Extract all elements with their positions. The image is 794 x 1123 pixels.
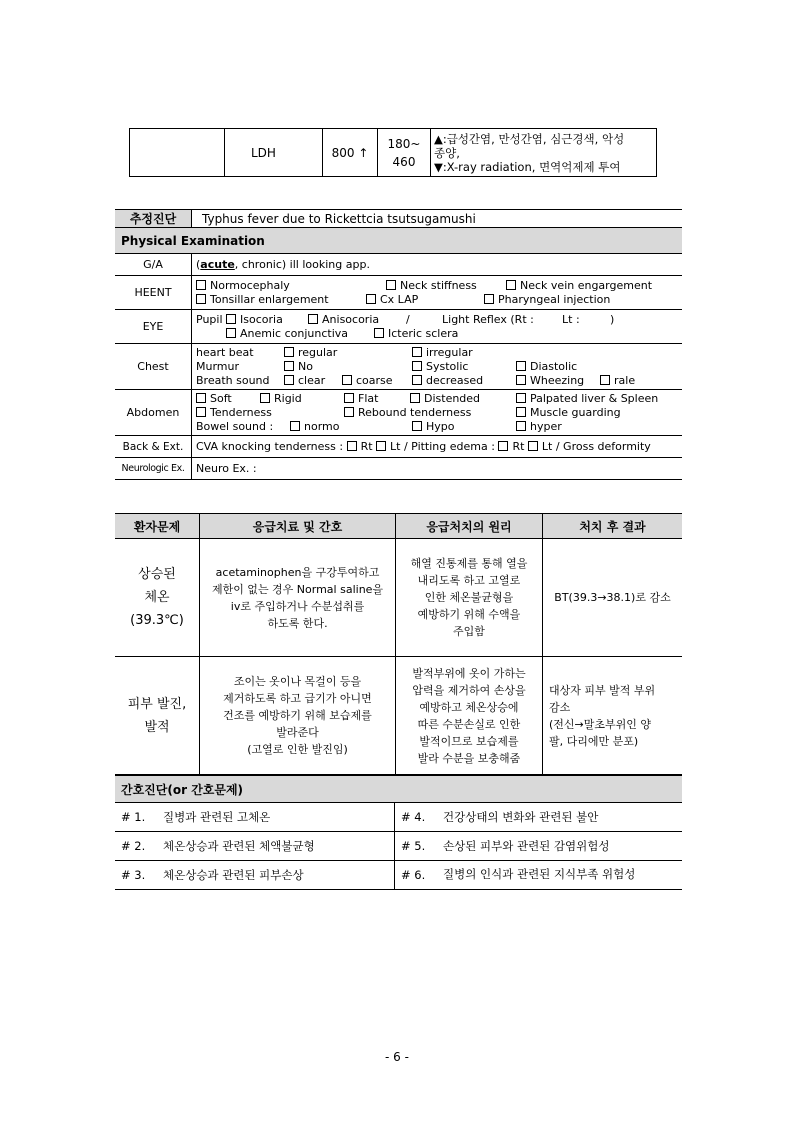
lab-up-line-1: ▲:급성간염, 만성간염, 심근경색, 악성	[434, 131, 625, 146]
nursing-diagnosis-title: 간호진단(or 간호문제)	[115, 776, 682, 803]
neck-stiffness-label: Neck stiffness	[400, 278, 477, 292]
rt2-label: Rt	[512, 439, 525, 453]
item-number: # 3.	[121, 868, 146, 882]
checkbox[interactable]	[410, 393, 420, 403]
care-line: 제한이 없는 경우 Normal saline을	[211, 582, 384, 596]
care-line: 조이는 옷이나 목걸이 등을	[233, 675, 362, 688]
lab-result-table	[129, 128, 657, 177]
ga-acute: acute	[200, 257, 235, 271]
principle-cell-1	[396, 539, 543, 657]
lab-down-line: ▼:X-ray radiation, 면역억제제 투여	[434, 159, 621, 174]
lab-up-line-2: 종양,	[434, 145, 460, 160]
abdomen-label: Abdomen	[115, 390, 192, 436]
checkbox[interactable]	[600, 375, 610, 385]
lt-pitting-label: Lt / Pitting edema :	[390, 439, 495, 453]
result-line: 감소	[549, 700, 571, 714]
slash: /	[406, 312, 410, 326]
rebound-label: Rebound tenderness	[358, 405, 472, 419]
light-reflex-label: Light Reflex (Rt :	[442, 312, 534, 326]
physical-exam-table	[115, 209, 682, 480]
care-line: 발라준다	[276, 726, 319, 739]
diastolic-label: Diastolic	[530, 359, 578, 373]
care-cell-1	[200, 539, 396, 657]
item-text: 질병의 인식과 관련된 지식부족 위험성	[443, 867, 636, 881]
checkbox[interactable]	[484, 294, 494, 304]
physical-exam-title: Physical Examination	[115, 228, 682, 254]
checkbox[interactable]	[196, 393, 206, 403]
no-label: No	[298, 359, 313, 373]
checkbox[interactable]	[342, 375, 352, 385]
header-care: 응급치료 및 간호	[200, 514, 396, 539]
problem-line: 상승된	[138, 567, 176, 582]
neuro-label: Neurologic Ex.	[115, 458, 192, 480]
item-text: 건강상태의 변화와 관련된 불안	[443, 810, 599, 824]
result-cell-2	[543, 657, 683, 775]
ref-line-1: 180~	[387, 136, 421, 151]
principle-line: 발적부위에 옷이 가하는	[412, 666, 526, 680]
problem-line: 피부 발진,	[127, 696, 187, 712]
regular-label: regular	[298, 345, 338, 359]
principle-line: 압력을 제거하여 손상을	[412, 683, 526, 697]
rt-label: Rt	[360, 439, 373, 453]
result-line: BT(39.3→38.1)로 감소	[554, 591, 671, 604]
principle-line: 해열 진통제를 통해 열을	[410, 557, 528, 570]
hypo-label: Hypo	[426, 419, 455, 433]
principle-line: 예방하기 위해 수액을	[417, 608, 521, 621]
clear-label: clear	[298, 373, 326, 387]
checkbox[interactable]	[196, 407, 206, 417]
normocephaly-label: Normocephaly	[210, 278, 290, 292]
result-line: (전신→말초부위인 양	[549, 717, 652, 731]
item-number: # 2.	[121, 839, 146, 853]
checkbox[interactable]	[516, 421, 526, 431]
checkbox[interactable]	[374, 328, 384, 338]
breath-sound-label: Breath sound	[196, 373, 270, 387]
checkbox[interactable]	[226, 314, 236, 324]
abdomen-content	[192, 390, 683, 436]
item-number: # 5.	[401, 839, 426, 853]
lab-test-name: LDH	[225, 129, 323, 177]
checkbox[interactable]	[376, 441, 386, 451]
checkbox[interactable]	[516, 375, 526, 385]
emergency-care-table	[115, 513, 682, 775]
header-result: 처치 후 결과	[543, 514, 683, 539]
eye-label: EYE	[115, 310, 192, 344]
wheezing-label: Wheezing	[530, 373, 585, 387]
principle-line: 발적이므로 보습제를	[419, 734, 519, 748]
palpated-label: Palpated liver & Spleen	[530, 391, 659, 405]
checkbox[interactable]	[290, 421, 300, 431]
checkbox[interactable]	[412, 375, 422, 385]
problem-line: (39.3℃)	[130, 613, 184, 628]
neuro-value: Neuro Ex. :	[192, 458, 683, 480]
item-text: 체온상승과 관련된 체액불균형	[163, 839, 315, 853]
principle-line: 주입함	[453, 625, 485, 638]
hyper-label: hyper	[530, 419, 562, 433]
nursing-item	[115, 803, 395, 832]
checkbox[interactable]	[284, 375, 294, 385]
item-number: # 4.	[401, 810, 426, 824]
item-text: 체온상승과 관련된 피부손상	[163, 868, 304, 882]
ga-open: (	[196, 257, 201, 271]
item-number: # 6.	[401, 868, 426, 882]
principle-line: 인한 체온불균형을	[424, 591, 514, 604]
nursing-diagnosis-table	[115, 775, 682, 890]
close-paren: )	[610, 312, 615, 326]
principle-line: 따른 수분손실로 인한	[417, 717, 521, 731]
checkbox[interactable]	[347, 441, 357, 451]
checkbox[interactable]	[196, 280, 206, 290]
result-line: 대상자 피부 발적 부위	[549, 683, 656, 697]
eye-content	[192, 310, 683, 344]
cva-label: CVA knocking tenderness :	[196, 439, 344, 453]
care-line: 건조를 예방하기 위해 보습제를	[223, 709, 372, 722]
chest-label: Chest	[115, 344, 192, 390]
care-line: acetaminophen을 구강투여하고	[215, 565, 380, 579]
care-line: (고열로 인한 발진임)	[247, 743, 348, 756]
item-text: 손상된 피부와 관련된 감염위험성	[443, 839, 610, 853]
decreased-label: decreased	[426, 373, 484, 387]
nursing-item	[395, 832, 683, 861]
problem-cell-2	[115, 657, 200, 775]
care-line: 하도록 한다.	[267, 616, 328, 630]
page-number: - 6 -	[385, 1050, 409, 1064]
nursing-item	[395, 861, 683, 890]
principle-line: 내리도록 하고 고열로	[417, 574, 521, 587]
checkbox[interactable]	[412, 421, 422, 431]
lab-interpretation	[431, 129, 657, 177]
murmur-label: Murmur	[196, 359, 240, 373]
nursing-item	[115, 861, 395, 890]
checkbox[interactable]	[226, 328, 236, 338]
heart-beat-label: heart beat	[196, 345, 254, 359]
checkbox[interactable]	[344, 407, 354, 417]
checkbox[interactable]	[196, 294, 206, 304]
checkbox[interactable]	[260, 393, 270, 403]
soft-label: Soft	[210, 391, 232, 405]
tonsillar-label: Tonsillar enlargement	[210, 292, 329, 306]
checkbox[interactable]	[284, 361, 294, 371]
header-problem: 환자문제	[115, 514, 200, 539]
problem-cell-1	[115, 539, 200, 657]
checkbox[interactable]	[516, 407, 526, 417]
bowel-sound-label: Bowel sound :	[196, 419, 274, 433]
checkbox[interactable]	[412, 347, 422, 357]
anemic-label: Anemic conjunctiva	[240, 326, 348, 340]
heent-content	[192, 276, 683, 310]
problem-line: 발적	[144, 719, 170, 735]
checkbox[interactable]	[516, 361, 526, 371]
ga-content	[192, 254, 683, 276]
principle-line: 예방하고 체온상승에	[419, 700, 519, 714]
lab-test-value: 800 ↑	[323, 129, 378, 177]
normo-label: normo	[304, 419, 340, 433]
rigid-label: Rigid	[274, 391, 302, 405]
checkbox[interactable]	[386, 280, 396, 290]
back-ext-content	[192, 436, 683, 458]
diagnosis-label: 추정진단	[115, 210, 192, 228]
nursing-item	[395, 803, 683, 832]
muscle-guarding-label: Muscle guarding	[530, 405, 621, 419]
back-ext-label: Back & Ext.	[115, 436, 192, 458]
rale-label: rale	[614, 373, 636, 387]
result-cell-1	[543, 539, 683, 657]
checkbox[interactable]	[412, 361, 422, 371]
problem-line: 체온	[144, 590, 170, 605]
principle-line: 발라 수분을 보충해줌	[417, 751, 521, 765]
systolic-label: Systolic	[426, 359, 469, 373]
care-cell-2	[200, 657, 396, 775]
coarse-label: coarse	[356, 373, 393, 387]
anisocoria-label: Anisocoria	[322, 312, 380, 326]
header-principle: 응급처치의 원리	[396, 514, 543, 539]
lt-gross-label: Lt / Gross deformity	[541, 439, 651, 453]
checkbox[interactable]	[506, 280, 516, 290]
item-text: 질병과 관련된 고체온	[163, 810, 271, 824]
pupil-label: Pupil	[196, 312, 223, 326]
ref-line-2: 460	[392, 154, 416, 169]
item-number: # 1.	[121, 810, 146, 824]
checkbox[interactable]	[308, 314, 318, 324]
icteric-label: Icteric sclera	[388, 326, 459, 340]
care-line: 제거하도록 하고 급기가 아니면	[223, 692, 372, 705]
nursing-item	[115, 832, 395, 861]
ga-rest: , chronic) ill looking app.	[234, 257, 370, 271]
checkbox[interactable]	[516, 393, 526, 403]
lab-reference-range	[378, 129, 431, 177]
care-line: iv로 주입하거나 수분섭취를	[230, 599, 365, 613]
checkbox[interactable]	[498, 441, 508, 451]
lab-blank-cell	[130, 129, 225, 177]
irregular-label: irregular	[426, 345, 473, 359]
result-line: 팔, 다리에만 분포)	[549, 734, 639, 748]
checkbox[interactable]	[528, 441, 538, 451]
diagnosis-value: Typhus fever due to Rickettcia tsutsugamushi	[192, 210, 683, 228]
heent-label: HEENT	[115, 276, 192, 310]
tenderness-label: Tenderness	[210, 405, 272, 419]
chest-content	[192, 344, 683, 390]
flat-label: Flat	[358, 391, 379, 405]
checkbox[interactable]	[344, 393, 354, 403]
neck-vein-label: Neck vein engargement	[520, 278, 653, 292]
ga-label: G/A	[115, 254, 192, 276]
distended-label: Distended	[424, 391, 481, 405]
pharyngeal-label: Pharyngeal injection	[498, 292, 611, 306]
checkbox[interactable]	[284, 347, 294, 357]
lt-label: Lt :	[562, 312, 580, 326]
principle-cell-2	[396, 657, 543, 775]
checkbox[interactable]	[366, 294, 376, 304]
cx-lap-label: Cx LAP	[380, 292, 419, 306]
isocoria-label: Isocoria	[240, 312, 283, 326]
